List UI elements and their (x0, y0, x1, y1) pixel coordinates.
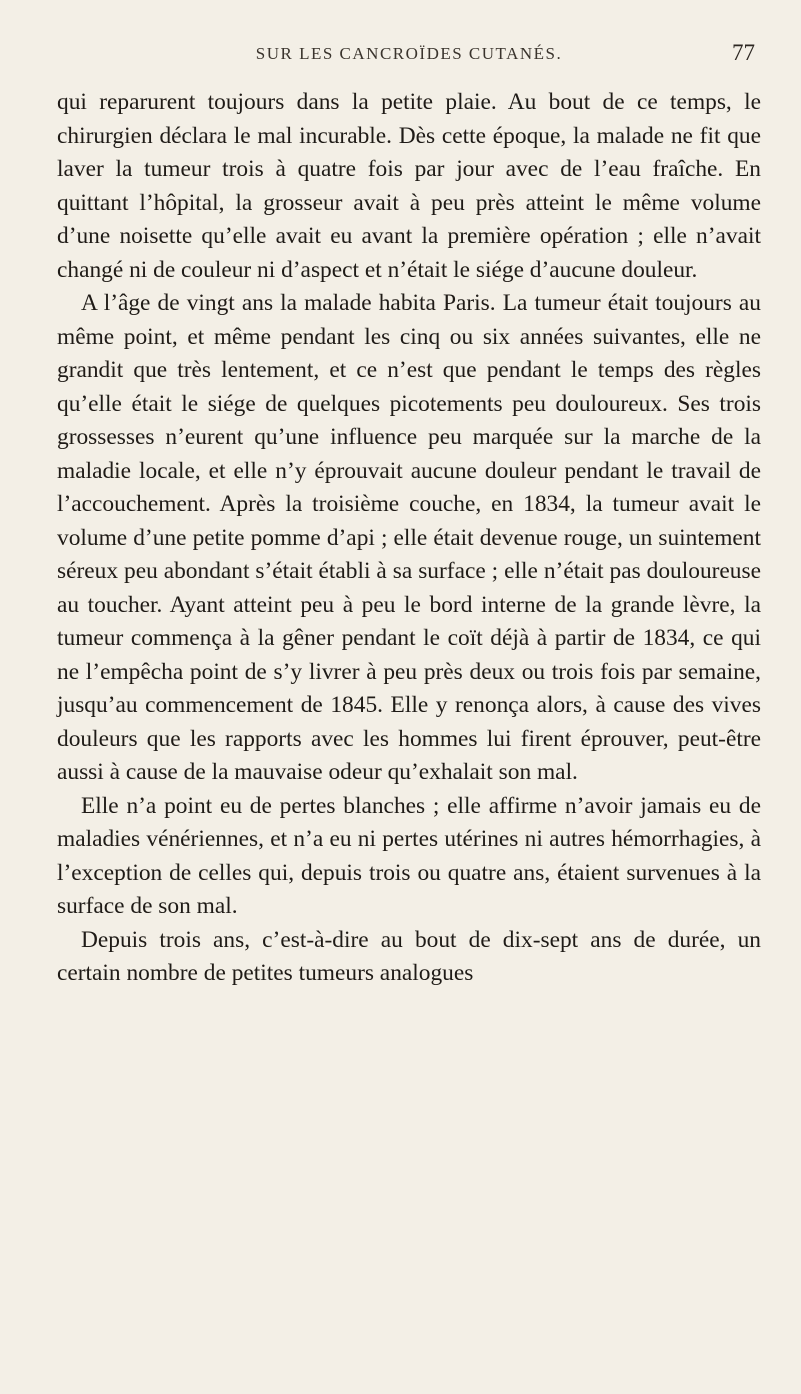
paragraph-1: qui reparurent toujours dans la petite plaie. Au bout de ce temps, le chirurgien déclara le mal incurable. Dès cette époque, la malade ne fit que laver la tumeur trois à quatre fois par jour avec de l’eau fraîche. En quittant l’hôpital, la grosseur avait à peu près atteint le même volume d’une noisette qu’elle avait eu avant la première opération ; elle n’avait changé ni de couleur ni d’aspect et n’était le siége d’aucune douleur. (57, 89, 761, 283)
paragraph-3: Elle n’a point eu de pertes blanches ; elle affirme n’avoir jamais eu de maladies vénériennes, et n’a eu ni pertes utérines ni autres hémorrhagies, à l’exception de celles qui, depuis trois ou quatre ans, étaient survenues à la surface de son mal. (57, 792, 761, 919)
body-text (57, 86, 761, 991)
paragraph-4: Depuis trois ans, c’est-à-dire au bout de dix-sept ans de durée, un certain nombre de petites tumeurs analogues (57, 926, 761, 986)
running-header (57, 40, 761, 74)
paragraph-2: A l’âge de vingt ans la malade habita Paris. La tumeur était toujours au même point, et même pendant les cinq ou six années suivantes, elle ne grandit que très lentement, et ce n’est que pendant le temps des règles qu’elle était le siége de quelques picotements peu douloureux. Ses trois grossesses n’eurent qu’une influence peu marquée sur la marche de la maladie locale, et elle n’y éprouvait aucune douleur pendant le travail de l’accouchement. Après la troisième couche, en 1834, la tumeur avait le volume d’une petite pomme d’api ; elle était devenue rouge, un suintement séreux peu abondant s’était établi à sa surface ; elle n’était pas douloureuse au toucher. Ayant atteint peu à peu le bord interne de la grande lèvre, la tumeur commença à la gêner pendant le coït déjà à partir de 1834, ce qui ne l’empêcha point de s’y livrer à peu près deux ou trois fois par semaine, jusqu’au commencement de 1845. Elle y renonça alors, à cause des vives douleurs que les rapports avec les hommes lui firent éprouver, peut-être aussi à cause de la mauvaise odeur qu’exhalait son mal. (57, 290, 761, 785)
running-title: SUR LES CANCROÏDES CUTANÉS. (255, 44, 563, 63)
page-number: 77 (732, 40, 755, 65)
